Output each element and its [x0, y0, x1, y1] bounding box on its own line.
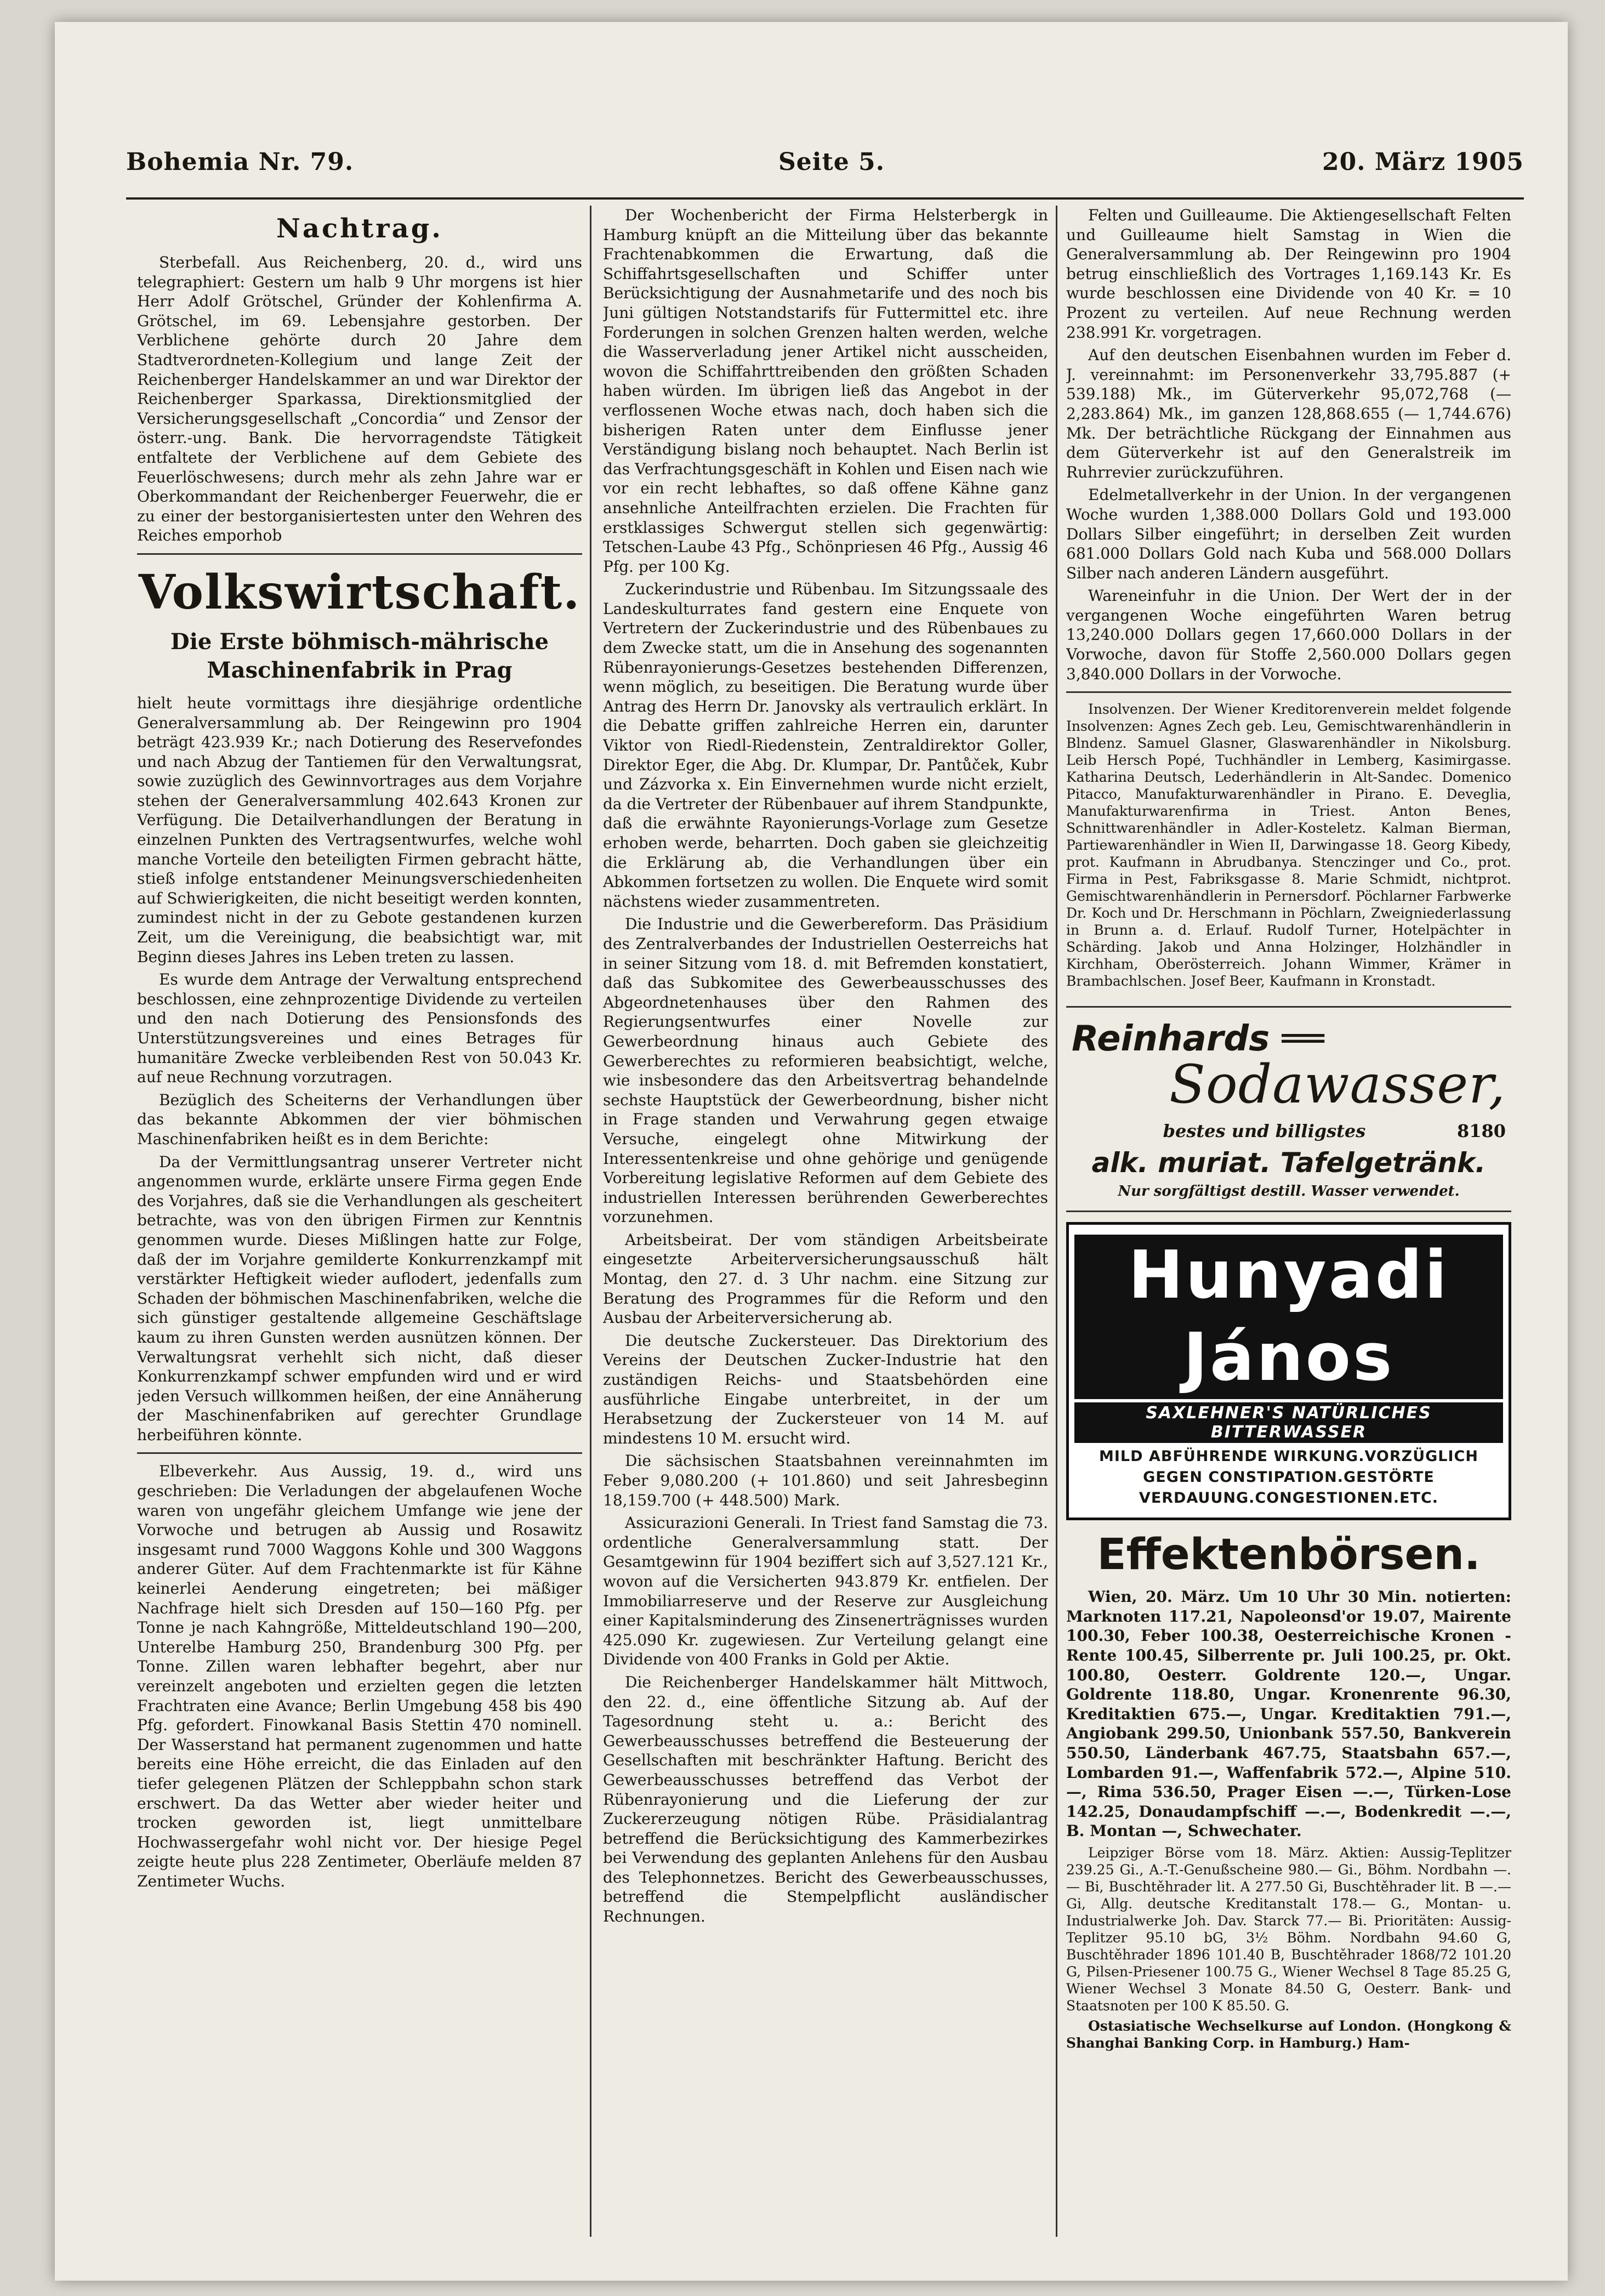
ad-brand: Reinhards ══	[1072, 1019, 1506, 1059]
column-3	[1066, 206, 1511, 2259]
page-header	[126, 148, 1524, 197]
article-paragraph: Da der Vermittlungsantrag unserer Vertreter nicht angenommen wurde, erklärte unsere Firma gegen Ende des Vorjahres, daß sie die Verhandlungen als gescheitert betrachte, was von den übrigen Firmen zur Kenntnis genommen wurde. Dieses Mißlingen hatte zur Folge, daß der im Vorjahre gemilderte Konkurrenzkampf mit verstärkter Heftigkeit wieder auflodert, jedenfalls zum Schaden der böhmischen Maschinenfabriken, welche die sich günstiger gestaltende allgemeine Geschäftslage kaum zu ihren Gunsten werden ausnützen können. Der Verwaltungsrat verhehlt sich nicht, daß dieser Konkurrenzkampf schwer empfunden wird und er wird jeden Versuch willkommen heißen, der eine Annäherung der Maschinenfabriken auf gerechter Grundlage herbeiführen könnte.	[137, 1152, 582, 1444]
column-1	[137, 206, 582, 2259]
ad-number: 8180	[1456, 1121, 1506, 1142]
article-zuckersteuer: Die deutsche Zuckersteuer. Das Direktorium des Vereins der Deutschen Zucker-Industrie hat den zuständigen Reichs- und Staatsbehörden eine ausführliche Eingabe unterbreitet, in der um Herabsetzung der Zuckersteuer von 14 M. auf mindestens 10 M. ersucht wird.	[603, 1331, 1048, 1447]
nachtrag-heading: Nachtrag.	[276, 213, 443, 244]
article-paragraph: Bezüglich des Scheiterns der Verhandlungen über das bekannte Abkommen der vier böhmischen Maschinenfabriken heißt es in dem Berichte:	[137, 1090, 582, 1148]
ad-subtitle: SAXLEHNER'S NATÜRLICHES BITTERWASSER	[1074, 1402, 1503, 1443]
article-felten: Felten und Guilleaume. Die Aktiengesellschaft Felten und Guilleaume hielt Samstag in Wien die Generalversammlung ab. Der Reingewinn pro 1904 betrug einschließlich des Vortrages 1,169.143 Kr. Es wurde beschlossen eine Dividende von 40 Kr. = 10 Prozent zu verteilen. Auf neue Rechnung werden 238.991 Kr. vorgetragen.	[1066, 206, 1511, 342]
advertisement-hunyadi	[1066, 1222, 1511, 1520]
article-elbeverkehr: Elbeverkehr. Aus Aussig, 19. d., wird uns geschrieben: Die Verladungen der abgelaufenen Woche waren von ungefähr gleichem Umfange wie jene der Vorwoche und betrugen ab Aussig und Rosawitz insgesamt rund 7000 Waggons Kohle und 300 Waggons anderer Güter. Auf dem Frachtenmarkte ist für Kähne keinerlei Aenderung eingetreten; bei mäßiger Nachfrage hielt sich Dresden auf 150—160 Pfg. per Tonne je nach Kahngröße, Mitteldeutschland 190—200, Unterelbe Hamburg 250, Brandenburg 300 Pfg. per Tonne. Zillen waren lebhafter begehrt, aber nur vereinzelt angeboten und erzielten gegen die letzten Frachtraten eine Avance; Berlin Umgebung 458 bis 490 Pfg. gefordert. Finowkanal Basis Stettin 470 nominell. Der Wasserstand hat permanent zugenommen und hatte bereits eine Höhe erreicht, die das Einladen auf den tiefer gelegenen Plätzen der Schleppbahn schon stark erschwert. Da das Wetter aber wieder heiter und trocken geworden ist, liegt unmittelbare Hochwassergefahr wohl nicht vor. Der hiesige Pegel zeigte heute plus 228 Zentimeter, Oberläufe melden 87 Zentimeter Wuchs.	[137, 1462, 582, 1890]
column-2	[603, 206, 1048, 2259]
ad-description: alk. muriat. Tafelgetränk.	[1091, 1147, 1486, 1179]
newspaper-page	[55, 22, 1568, 2281]
article-wien-boerse: Wien, 20. März. Um 10 Uhr 30 Min. notierten: Marknoten 117.21, Napoleonsd'or 19.07, Mairente 100.30, Feber 100.38, Oesterreichische Kronen - Rente 100.45, Silberrente pr. Juli 100.25, pr. Okt. 100.80, Oesterr. Goldrente 120.—, Ungar. Goldrente 118.80, Ungar. Kronenrente 96.30, Kreditaktien 675.—, Ungar. Kreditaktien 791.—, Angiobank 299.50, Unionbank 557.50, Bankverein 550.50, Länderbank 467.75, Staatsbahn 657.—, Lombarden 91.—, Waffenfabrik 572.—, Alpine 510.—, Rima 536.50, Prager Eisen —.—, Türken-Lose 142.25, Donaudampfschiff —.—, Bodenkredit —.—, B. Montan —, Schwechater.	[1066, 1588, 1511, 1840]
article-edelmetall: Edelmetallverkehr in der Union. In der vergangenen Woche wurden 1,388.000 Dollars Gold und 193.000 Dollars Silber eingeführt; in derselben Zeit wurden 681.000 Dollars Gold nach Kuba und 568.000 Dollars Silber nach anderen Ländern ausgeführt.	[1066, 486, 1511, 582]
ad-product: Sodawasser,	[1169, 1054, 1506, 1116]
ad-tagline: 8180 bestes und billigstes	[1163, 1121, 1506, 1142]
article-heading-maschinenfabrik: Die Erste böhmisch-mährische Maschinenfabrik in Prag	[170, 628, 549, 683]
article-leipzig-boerse: Leipziger Börse vom 18. März. Aktien: Aussig-Teplitzer 239.25 Gi., A.-T.-Genußscheine 980.— Gi., Böhm. Nordbahn —.— Bi, Buschtěhrader lit. A 277.50 Gi, Buschtěhrader lit. B —.— Gi, Allg. deutsche Kreditanstalt 178.— G., Montan- u. Industrialwerke Joh. Dav. Starck 77.— Bi. Prioritäten: Aussig-Teplitzer 95.10 bG, 3½ Böhm. Nordbahn 94.60 G, Buschtěhrader 1896 101.40 B, Buschtěhrader 1868/72 101.20 G, Pilsen-Priesener 100.75 G., Wiener Wechsel 8 Tage 85.25 G, Wiener Wechsel 3 Monate 84.50 G, Oesterr. Bank- und Staatsnoten per 100 K 85.50. G.	[1066, 1844, 1511, 2014]
issue-date: 20. März 1905	[1322, 148, 1524, 176]
section-rule	[137, 553, 582, 555]
article-ostasiatische-kurse: Ostasiatische Wechselkurse auf London. (Hongkong & Shanghai Banking Corp. in Hamburg.) Ham-	[1066, 2017, 1511, 2051]
header-rule	[126, 197, 1524, 200]
section-heading-volkswirtschaft: Volkswirtschaft.	[138, 564, 581, 620]
article-staatsbahnen: Die sächsischen Staatsbahnen vereinnahmten im Feber 9,080.200 (+ 101.860) und seit Jahresbeginn 18,159.700 (+ 448.500) Mark.	[603, 1452, 1048, 1509]
article-zuckerindustrie: Zuckerindustrie und Rübenbau. Im Sitzungssaale des Landeskulturrates fand gestern eine Enquete von Vertretern der Zuckerindustrie und des Rübenbaues zu dem Zwecke statt, um die in Ansehung des sogenannten Rübenrayonierungs-Gesetzes bestehenden Differenzen, wenn möglich, zu beseitigen. Die Beratung wurde über Antrag des Herrn Dr. Janovsky als vertraulich erklärt. In die Debatte griffen zahlreiche Herren ein, darunter Viktor von Riedl-Riedenstein, Zentraldirektor Goller, Direktor Eger, die Abg. Dr. Klumpar, Dr. Pantůček, Kubr und Zázvorka x. Ein Einvernehmen wurde nicht erzielt, da die Vertreter der Rübenbauer auf ihrem Standpunkte, daß die erwähnte Rayonierungs-Vorlage zum Gesetze erhoben werde, beharrten. Doch gaben sie gleichzeitig die Erklärung ab, die Verhandlungen über ein Abkommen fortsetzen zu wollen. Die Enquete wird somit nächstens wieder zusammentreten.	[603, 580, 1048, 911]
article-eisenbahnen: Auf den deutschen Eisenbahnen wurden im Feber d. J. vereinnahmt: im Personenverkehr 33,795.887 (+ 539.188) Mk., im Güterverkehr 95,072,768 (— 2,283.864) Mk., im ganzen 128,868.655 (— 1,744.676) Mk. Der beträchtliche Rückgang der Einnahmen aus dem Güterverkehr ist auf den Generalstreik im Ruhrrevier zurückzuführen.	[1066, 346, 1511, 481]
article-arbeitsbeirat: Arbeitsbeirat. Der vom ständigen Arbeitsbeirate eingesetzte Arbeiterversicherungsausschuß hält Montag, den 27. d. 3 Uhr nachm. eine Sitzung zur Beratung des Programmes für die Reform und den Ausbau der Arbeiterversicherung ab.	[603, 1230, 1048, 1327]
article-paragraph: hielt heute vormittags ihre diesjährige ordentliche Generalversammlung ab. Der Reingewinn pro 1904 beträgt 423.939 Kr.; nach Dotierung des Reservefondes und nach Abzug der Tantiemen für den Verwaltungsrat, sowie zuzüglich des Gewinnvortrages aus dem Vorjahre stehen der Generalversammlung 402.643 Kronen zur Verfügung. Die Detailverhandlungen der Beratung in einzelnen Punkten des Vertragsentwurfes, welche wohl manche Vorteile den beteiligten Firmen gebracht hätte, stieß infolge entstandener Meinungsverschiedenheiten auf Schwierigkeiten, die nicht beseitigt werden konnten, zumindest nicht in der zu Gebote gestandenen kurzen Zeit, um die Vereinigung, die beabsichtigt war, mit Beginn dieses Jahres ins Leben treten zu lassen.	[137, 694, 582, 966]
article-wareneinfuhr: Wareneinfuhr in die Union. Der Wert der in der vergangenen Woche eingeführten Waren betrug 13,240.000 Dollars gegen 17,660.000 Dollars in der Vorwoche, davon für Stoffe 2,560.000 Dollars gegen 3,840.000 Dollars in der Vorwoche.	[1066, 587, 1511, 683]
column-divider	[1056, 206, 1057, 2237]
article-generali: Assicurazioni Generali. In Triest fand Samstag die 73. ordentliche Generalversammlung statt. Der Gesamtgewinn für 1904 beziffert sich auf 3,527.121 Kr., wovon auf die Versicherten 943.879 Kr. entfielen. Der Immobiliarreserve und der Reserve zur Ausgleichung einer Kapitalsminderung des Zinsenerträgnisses wurden 425.090 Kr. zugewiesen. Zur Verteilung gelangt eine Dividende von 400 Franks in Gold per Aktie.	[603, 1514, 1048, 1669]
article-sterbefall: Sterbefall. Aus Reichenberg, 20. d., wird uns telegraphiert: Gestern um halb 9 Uhr morgens ist hier Herr Adolf Grötschel, Gründer der Kohlenfirma A. Grötschel, im 69. Lebensjahre gestorben. Der Verblichene gehörte durch 20 Jahre dem Stadtverordneten-Kollegium und lange Zeit der Reichenberger Handelskammer an und war Direktor der Reichenberger Sparkassa, Direktionsmitglied der Versicherungsgesellschaft „Concordia“ und Zensor der österr.-ung. Bank. Die hervorragendste Tätigkeit entfaltete der Verblichene auf dem Gebiete des Feuerlöschwesens; durch mehr als zehn Jahre war er Oberkommandant der Reichenberger Feuerwehr, die er zu einer der bestorganisiertesten unter den Wehren des Reiches emporhob	[137, 253, 582, 545]
article-wochenbericht: Der Wochenbericht der Firma Helsterbergk in Hamburg knüpft an die Mitteilung über das bekannte Frachtenabkommen die Erwartung, daß die Schiffahrtsgesellschaften und Schiffer unter Berücksichtigung der Ausnahmetarife und des noch bis Juni gültigen Notstandstarifs für Futtermittel etc. ihre Forderungen in solchen Grenzen halten werden, welche die Wasserverladung jener Artikel nicht ausscheiden, wovon die Schiffahrttreibenden den größten Schaden haben würden. Im übrigen ließ das Angebot in der verflossenen Woche etwas nach, doch haben sich die bisherigen Raten unter dem Einflusse jener Verständigung bislang noch behauptet. Nach Berlin ist das Verfrachtungsgeschäft in Kohlen und Eisen nach wie vor ein recht lebhaftes, so daß offene Kähne ganz ansehnliche Anteilfrachten erzielen. Die Frachten für erstklassiges Schwergut stellen sich gegenwärtig: Tetschen-Laube 43 Pfg., Schönpriesen 46 Pfg., Aussig 46 Pfg. per 100 Kg.	[603, 206, 1048, 576]
section-rule	[1066, 691, 1511, 693]
section-rule	[137, 1452, 582, 1454]
ad-brand: Hunyadi János	[1074, 1235, 1503, 1399]
section-heading-effektenboersen: Effektenbörsen.	[1097, 1530, 1481, 1580]
advertisement-sodawasser	[1066, 1006, 1511, 1212]
article-handelskammer: Die Reichenberger Handelskammer hält Mittwoch, den 22. d., eine öffentliche Sitzung ab. Auf der Tagesordnung steht u. a.: Bericht des Gewerbeausschusses betreffend die Besteuerung der Gesellschaften mit beschränkter Haftung. Bericht des Gewerbeausschusses betreffend das Verbot der Rübenrayonierung und die Lieferung der zur Zuckererzeugung nötigen Rübe. Präsidialantrag betreffend die Berücksichtigung des Kammerbezirkes bei Verwendung des geplanten Anlehens für den Ausbau des Telephonnetzes. Bericht des Gewerbeausschusses, betreffend die Stempelpflicht ausländischer Rechnungen.	[603, 1673, 1048, 1926]
ad-note: Nur sorgfältigst destill. Wasser verwendet.	[1118, 1183, 1460, 1200]
article-paragraph: Es wurde dem Antrage der Verwaltung entsprechend beschlossen, eine zehnprozentige Dividende zu verteilen und den nach Dotierung des Pensionsfonds des Unterstützungsvereines und eines Betrages für humanitäre Zwecke verbleibenden Rest von 50.043 Kr. auf neue Rechnung vorzutragen.	[137, 970, 582, 1087]
page-number: Seite 5.	[778, 148, 885, 176]
ad-description: MILD ABFÜHRENDE WIRKUNG.VORZÜGLICH GEGEN CONSTIPATION.GESTÖRTE VERDAUUNG.CONGESTIONEN.ETC.	[1099, 1448, 1478, 1507]
issue-label: Bohemia Nr. 79.	[126, 148, 354, 176]
article-gewerbereform: Die Industrie und die Gewerbereform. Das Präsidium des Zentralverbandes der Industriellen Oesterreichs hat in seiner Sitzung vom 18. d. mit Befremden konstatiert, daß das Subkomitee des Gewerbeausschusses des Abgeordnetenhauses über den Rahmen des Regierungsentwurfes einer Novelle zur Gewerbeordnung hinaus auch Gebiete des Gewerberechtes zu reformieren beabsichtigt, welche, wie insbesondere das den Arbeitsvertrag behandelnde sechste Hauptstück der Gewerbeordnung, bisher nicht in Frage standen und Verwahrung gegen etwaige Versuche, eingelegt ohne Mitwirkung der Interessentenkreise und ohne gehörige und genügende Vorbereitung legislative Reformen auf dem Gebiete des industriellen Interessen berührenden Gewerberechtes vorzunehmen.	[603, 915, 1048, 1226]
article-insolvenzen: Insolvenzen. Der Wiener Kreditorenverein meldet folgende Insolvenzen: Agnes Zech geb. Leu, Gemischtwarenhändlerin in Blndenz. Samuel Glasner, Glaswarenhändler in Nikolsburg. Leib Hersch Popé, Tuchhändler in Lemberg, Kasimirgasse. Katharina Deutsch, Lederhändlerin in Alt-Sandec. Domenico Pitacco, Manufakturwarenhändler in Pirano. E. Deveglia, Manufakturwarenfirma in Triest. Anton Benes, Schnittwarenhändler in Adler-Kosteletz. Kalman Bierman, Partiewarenhändler in Wien II, Darwingasse 18. Georg Kibedy, prot. Kaufmann in Abrudbanya. Stenczinger und Co., prot. Firma in Pest, Fabriksgasse 8. Marie Schmidt, nichtprot. Gemischtwarenhändlerin in Pernersdorf. Pöchlarner Farbwerke Dr. Koch und Dr. Herschmann in Pöchlarn, Zweigniederlassung in Brunn a. d. Erlauf. Rudolf Turner, Hotelpächter in Schärding. Jakob und Anna Holzinger, Holzhändler in Kirchham, Oberösterreich. Johann Wimmer, Krämer in Brambachlschen. Josef Beer, Kaufmann in Kronstadt.	[1066, 701, 1511, 990]
column-divider	[590, 206, 591, 2237]
